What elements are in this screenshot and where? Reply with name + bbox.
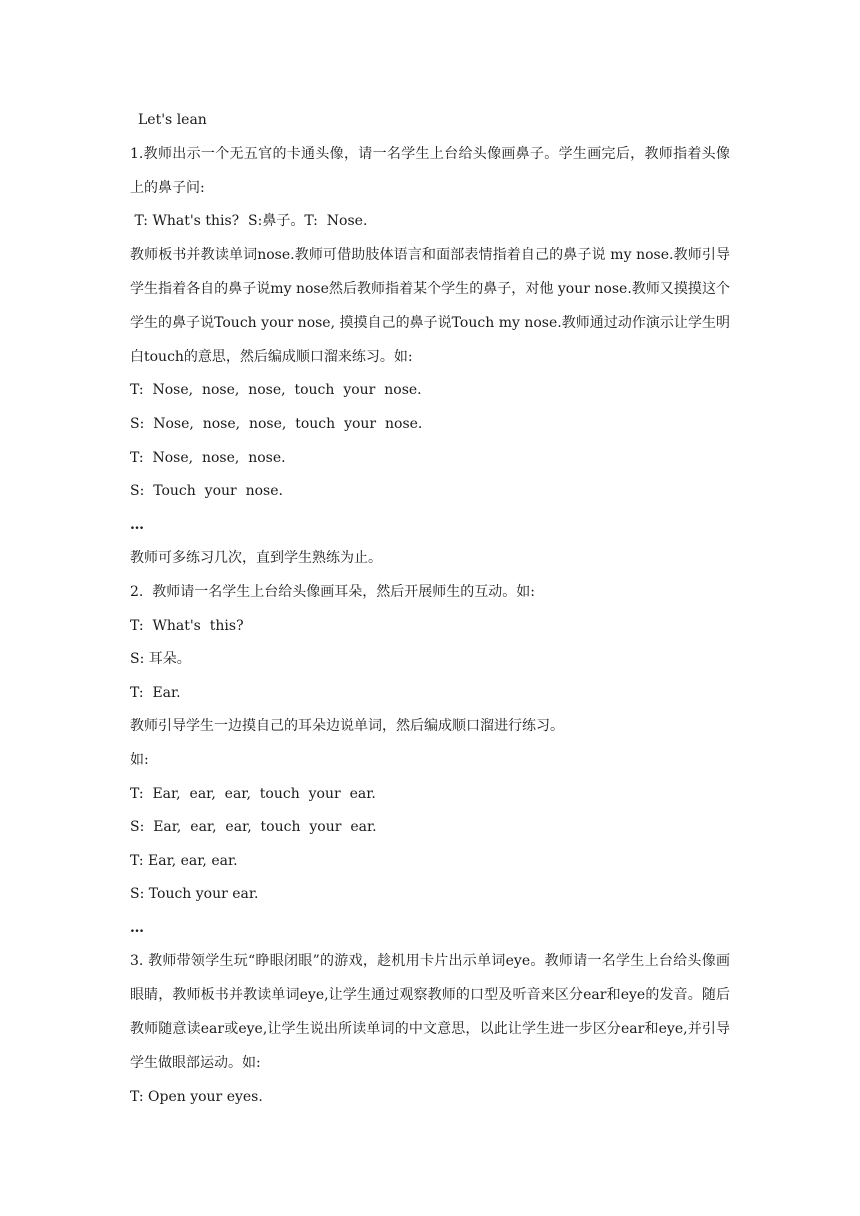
text-line: S: 耳朵。 xyxy=(130,651,191,668)
text-line: S: Nose, nose, nose, touch your nose. xyxy=(130,415,423,432)
ellipsis-line: … xyxy=(130,919,145,936)
text-line: T: Ear, ear, ear. xyxy=(130,852,238,869)
text-line: T: What's this? S:鼻子。T: Nose. xyxy=(130,213,368,230)
text-line: 教师引导学生一边摸自己的耳朵边说单词，然后编成顺口溜进行练习。 xyxy=(130,718,564,735)
text-line: T: Ear. xyxy=(130,684,181,701)
text-line: T: Nose, nose, nose. xyxy=(130,449,286,466)
text-line: S: Ear, ear, ear, touch your ear. xyxy=(130,819,377,836)
text-line: T: Ear, ear, ear, touch your ear. xyxy=(130,785,376,802)
text-line: 教师可多练习几次，直到学生熟练为止。 xyxy=(130,550,382,567)
text-line: 1.教师出示一个无五官的卡通头像，请一名学生上台给头像画鼻子。学生画完后，教师指着头像上的鼻子问: xyxy=(130,145,730,196)
text-line: S: Touch your nose. xyxy=(130,483,283,500)
text-line: T: What's this? xyxy=(130,617,244,634)
text-line: 教师板书并教读单词nose.教师可借助肢体语言和面部表情指着自己的鼻子说 my nose.教师引导学生指着各自的鼻子说my nose然后教师指着某个学生的鼻子，对他 your nose.教师又摸摸这个学生的鼻子说Touch your nose, 摸摸自己的鼻子说Touch my nose.教师通过动作演示让学生明白touch的意思，然后编成顺口溜来练习。如: xyxy=(130,246,730,365)
text-line: Let's lean xyxy=(138,112,207,128)
text-line: 3. 教师带领学生玩“睁眼闭眼”的游戏，趁机用卡片出示单词eye。教师请一名学生上台给头像画眼睛，教师板书并教读单词eye,让学生通过观察教师的口型及听音来区分ear和eye的发音。随后教师随意读ear或eye,让学生说出所读单词的中文意思，以此让学生进一步区分ear和eye,并引导学生做眼部运动。如: xyxy=(130,953,730,1072)
ellipsis-line: … xyxy=(130,516,145,533)
text-line: T: Open your eyes. xyxy=(130,1089,263,1106)
text-line: 2. 教师请一名学生上台给头像画耳朵，然后开展师生的互动。如: xyxy=(130,583,535,600)
text-line: S: Touch your ear. xyxy=(130,886,259,903)
text-line: T: Nose, nose, nose, touch your nose. xyxy=(130,382,422,399)
document-body xyxy=(130,110,730,1121)
text-line: 如: xyxy=(130,751,149,768)
